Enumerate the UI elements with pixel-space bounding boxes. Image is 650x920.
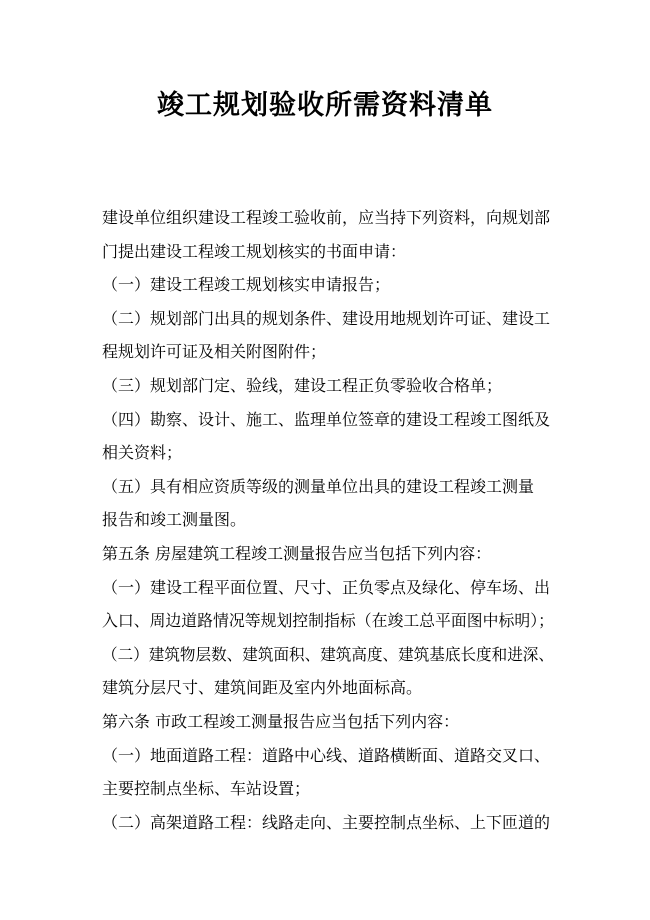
text-line: 程规划许可证及相关附图附件； [102,342,327,362]
section-heading: 第六条 市政工程竣工测量报告应当包括下列内容： [102,711,460,731]
text-line: 建设单位组织建设工程竣工验收前，应当持下列资料，向规划部 [102,208,551,227]
text-line: （一）建设工程竣工规划核实申请报告； [102,275,391,295]
section-heading: 第五条 房屋建筑工程竣工测量报告应当包括下列内容： [102,543,492,563]
text-line: 主要控制点坐标、车站设置； [102,779,311,799]
text-line: 门提出建设工程竣工规划核实的书面申请： [102,241,407,261]
text-line: （一）地面道路工程：道路中心线、道路横断面、道路交叉口、 [102,745,551,765]
text-line: （二）高架道路工程：线路走向、主要控制点坐标、上下匝道的 [102,812,551,832]
text-line: （一）建设工程平面位置、尺寸、正负零点及绿化、停车场、出 [102,577,551,597]
text-line: （五）具有相应资质等级的测量单位出具的建设工程竣工测量 [102,476,535,496]
text-line: 建筑分层尺寸、建筑间距及室内外地面标高。 [102,678,423,698]
text-line: 入口、周边道路情况等规划控制指标（在竣工总平面图中标明）； [102,611,555,631]
text-line: （四）勘察、设计、施工、监理单位签章的建设工程竣工图纸及 [102,409,551,429]
text-line: （二）建筑物层数、建筑面积、建筑高度、建筑基底长度和进深、 [102,644,554,664]
text-line: （三）规划部门定、验线，建设工程正负零验收合格单； [102,375,503,395]
text-line: 报告和竣工测量图。 [102,510,247,530]
document-title: 竣工规划验收所需资料清单 [157,90,493,121]
text-line: （二）规划部门出具的规划条件、建设用地规划许可证、建设工 [102,308,551,328]
text-line: 相关资料； [102,443,183,463]
document-body [102,201,554,839]
